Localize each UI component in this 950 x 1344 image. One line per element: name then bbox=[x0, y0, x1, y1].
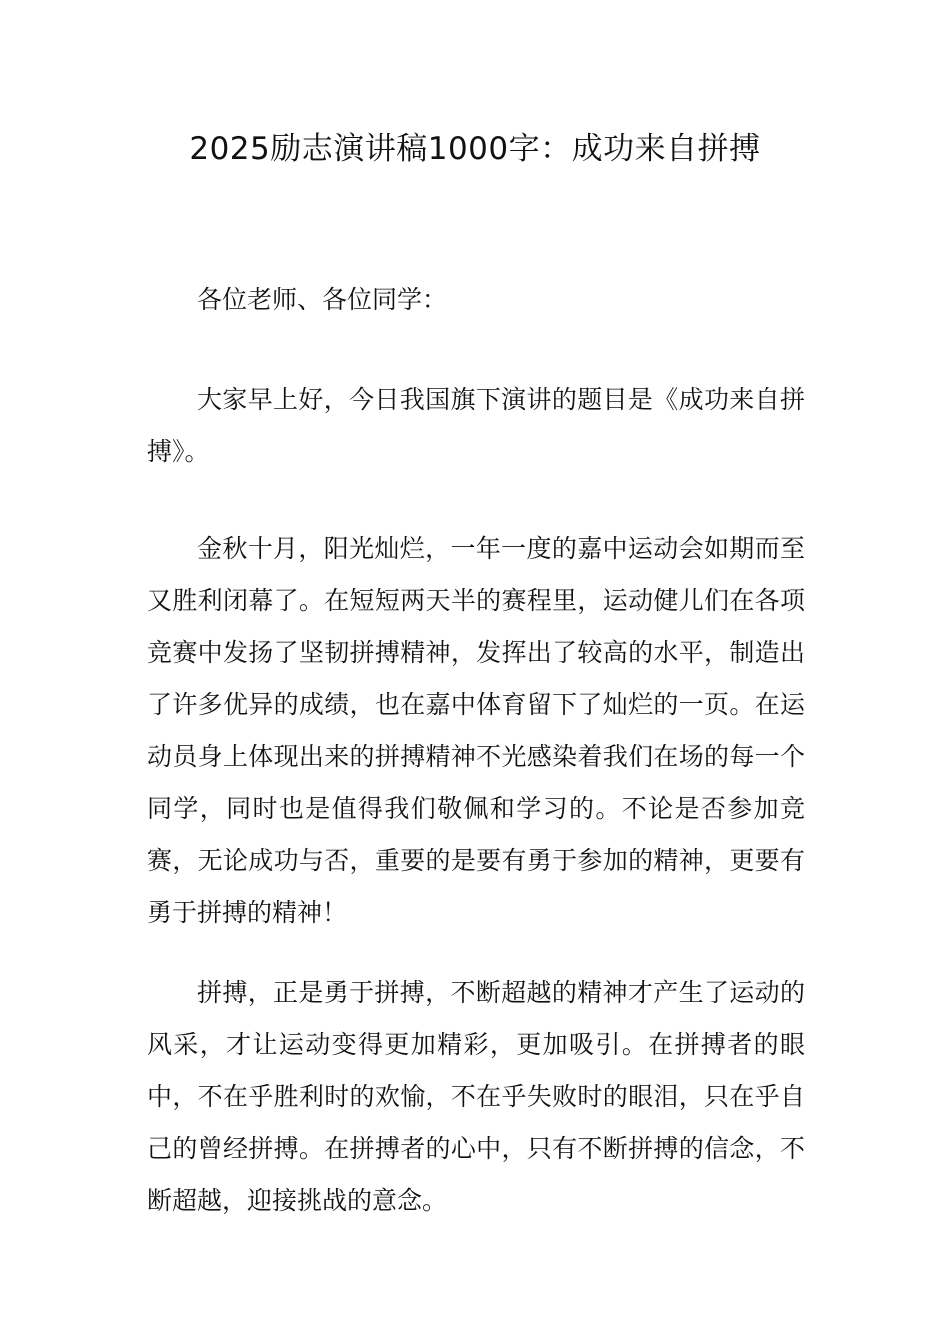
paragraph-text: 金秋十月，阳光灿烂，一年一度的嘉中运动会如期而至又胜利闭幕了。在短短两天半的赛程里，运动健儿们在各项竞赛中发扬了坚韧拼搏精神，发挥出了较高的水平，制造出了许多优异的成绩，也在嘉中体育留下了灿烂的一页。在运动员身上体现出来的拼搏精神不光感染着我们在场的每一个同学，同时也是值得我们敬佩和学习的。不论是否参加竞赛，无论成功与否，重要的是要有勇于参加的精神，更要有勇于拼搏的精神！ bbox=[147, 534, 805, 927]
paragraph-text: 拼搏，正是勇于拼搏，不断超越的精神才产生了运动的风采，才让运动变得更加精彩，更加吸引。在拼搏者的眼中，不在乎胜利时的欢愉，不在乎失败时的眼泪，只在乎自己的曾经拼搏。在拼搏者的心中，只有不断拼搏的信念，不断超越，迎接挑战的意念。 bbox=[147, 978, 805, 1215]
paragraph-greeting bbox=[147, 274, 805, 326]
paragraph-intro bbox=[147, 374, 805, 478]
paragraph-text: 大家早上好，今日我国旗下演讲的题目是《成功来自拼搏》。 bbox=[147, 385, 805, 466]
document-title: 2025励志演讲稿1000字：成功来自拼搏 bbox=[189, 131, 761, 167]
paragraph-sports-meet bbox=[147, 523, 805, 939]
paragraph-striving bbox=[147, 967, 805, 1227]
paragraph-text: 各位老师、各位同学： bbox=[197, 285, 448, 314]
